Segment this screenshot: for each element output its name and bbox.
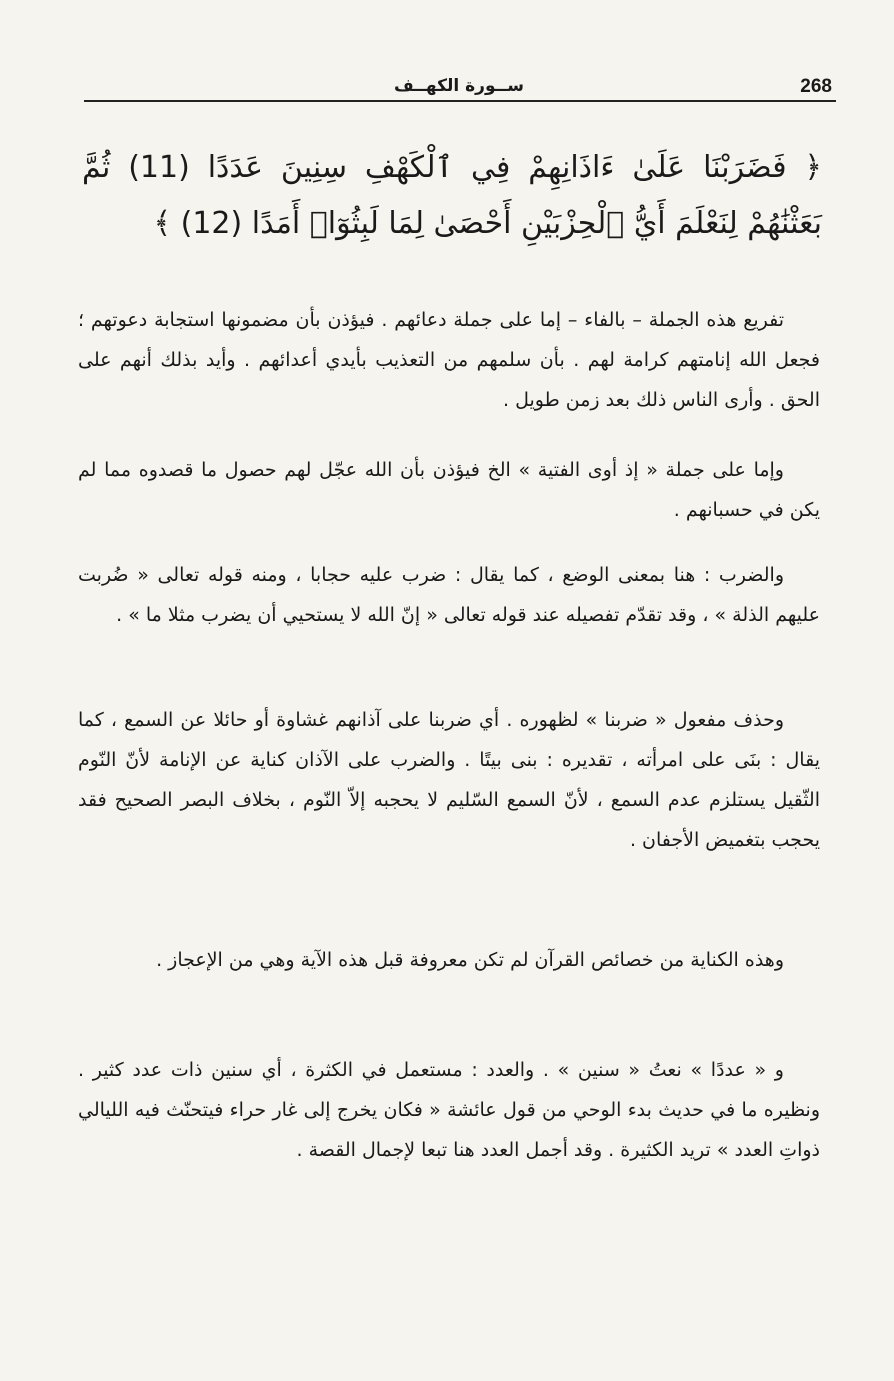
paragraph-text: وحذف مفعول « ضربنا » لظهوره . أي ضربنا على آذانهم غشاوة أو حائلا عن السمع ، كما يقال : بنَى على امرأته ، تقديره : بنى بيتًا . والضرب على الآذان كناية عن الإنامة لأنّ النّوم الثّقيل يستلزم عدم السمع ، لأنّ السمع السّليم لا يحجبه إلاّ النّوم ، بخلاف البصر الصحيح فقد يحجب بتغميض الأجفان . <box>78 709 820 851</box>
paragraph-text: تفريع هذه الجملة – بالفاء – إما على جملة دعائهم . فيؤذن بأن مضمونها استجابة دعوتهم ؛ فجعل الله إنامتهم كرامة لهم . بأن سلمهم من التعذيب بأيدي أعدائهم . وأيد بذلك أنهم على الحق . وأرى الناس ذلك بعد زمن طويل . <box>78 309 820 411</box>
commentary-paragraph <box>78 1050 820 1170</box>
commentary-paragraph <box>78 450 820 530</box>
paragraph-text: وإما على جملة « إذ أوى الفتية » الخ فيؤذن بأن الله عجّل لهم حصول ما قصدوه مما لم يكن في حسبانهم . <box>78 459 820 521</box>
commentary-paragraph <box>78 700 820 860</box>
surah-title: ســورة الكهــف <box>394 76 524 96</box>
paragraph-text: والضرب : هنا بمعنى الوضع ، كما يقال : ضرب عليه حجابا ، ومنه قوله تعالى « ضُربت عليهم الذلة » ، وقد تقدّم تفصيله عند قوله تعالى « إنّ الله لا يستحيي أن يضرب مثلا ما » . <box>78 564 820 626</box>
paragraph-text: و « عددًا » نعتُ « سنين » . والعدد : مستعمل في الكثرة ، أي سنين ذات عدد كثير . ونظيره ما في حديث بدء الوحي من قول عائشة « فكان يخرج إلى غار حراء فيتحنّث فيه الليالي ذواتِ العدد » تريد الكثيرة . وقد أجمل العدد هنا تبعا لإجمال القصة . <box>78 1059 820 1161</box>
commentary-paragraph <box>78 300 820 420</box>
page-header <box>84 74 836 102</box>
paragraph-text: وهذه الكناية من خصائص القرآن لم تكن معروفة قبل هذه الآية وهي من الإعجاز . <box>156 949 784 971</box>
quran-verse: ﴿ فَضَرَبْنَا عَلَىٰ ءَاذَانِهِمْ فِي ٱلْكَهْفِ سِنِينَ عَدَدًا (11) ثُمَّ بَعَثْنَٰهُمْ لِنَعْلَمَ أَيُّ ٱلْحِزْبَيْنِ أَحْصَىٰ لِمَا لَبِثُوٓا۟ أَمَدًا (12) ﴾ <box>82 150 823 241</box>
header-divider <box>84 100 836 102</box>
page-number: 268 <box>800 76 832 97</box>
commentary-paragraph <box>78 555 820 635</box>
commentary-paragraph <box>78 940 820 980</box>
